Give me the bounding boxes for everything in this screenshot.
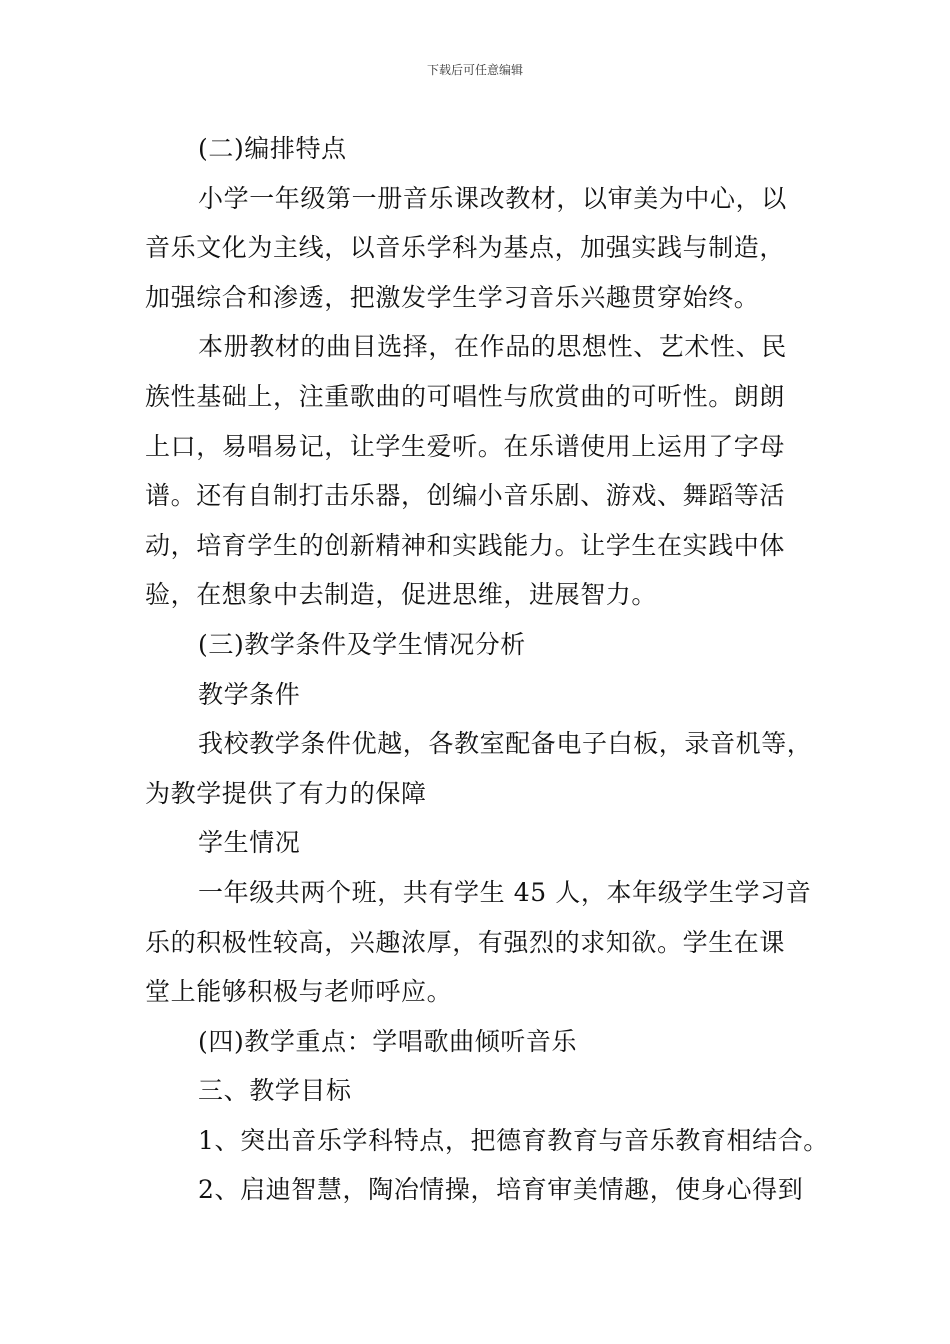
page-header: 下载后可任意编辑 — [426, 63, 523, 77]
paragraph-line: 加强综合和渗透，把激发学生学习音乐兴趣贯穿始终。 — [145, 282, 760, 312]
paragraph-line: 谱。还有自制打击乐器，创编小音乐剧、游戏、舞蹈等活 — [145, 481, 786, 511]
section-heading-objectives: 三、教学目标 — [198, 1076, 352, 1106]
section-heading-conditions: (三)教学条件及学生情况分析 — [198, 629, 526, 659]
document-body — [145, 124, 829, 1215]
paragraph-line: 动，培育学生的创新精神和实践能力。让学生在实践中体 — [145, 530, 786, 560]
section-heading-arrangement: (二)编排特点 — [198, 134, 347, 163]
paragraph-line: 小学一年级第一册音乐课改教材，以审美为中心，以 — [198, 183, 787, 213]
subheading-teaching-conditions: 教学条件 — [198, 679, 301, 709]
subheading-student-situation: 学生情况 — [198, 828, 301, 858]
paragraph-line: 音乐文化为主线，以音乐学科为基点，加强实践与制造， — [145, 233, 786, 263]
section-heading-key-points: (四)教学重点：学唱歌曲倾听音乐 — [198, 1026, 578, 1056]
paragraph-line: 上口，易唱易记，让学生爱听。在乐谱使用上运用了字母 — [145, 431, 786, 461]
paragraph-line: 本册教材的曲目选择，在作品的思想性、艺术性、民 — [198, 332, 787, 362]
paragraph-line: 族性基础上，注重歌曲的可唱性与欣赏曲的可听性。朗朗 — [145, 381, 786, 411]
list-item: 1、突出音乐学科特点，把德育教育与音乐教育相结合。 — [198, 1125, 829, 1155]
paragraph-line: 堂上能够积极与老师呼应。 — [145, 977, 453, 1007]
paragraph-line: 乐的积极性较高，兴趣浓厚，有强烈的求知欲。学生在课 — [145, 927, 786, 957]
paragraph-line: 验，在想象中去制造，促进思维，进展智力。 — [145, 580, 658, 610]
list-item: 2、启迪智慧，陶冶情操，培育审美情趣，使身心得到 — [198, 1175, 804, 1205]
paragraph-line: 一年级共两个班，共有学生 45 人，本年级学生学习音 — [198, 877, 812, 907]
paragraph-line: 我校教学条件优越，各教室配备电子白板，录音机等， — [198, 729, 813, 759]
paragraph-line: 为教学提供了有力的保障 — [145, 778, 427, 808]
